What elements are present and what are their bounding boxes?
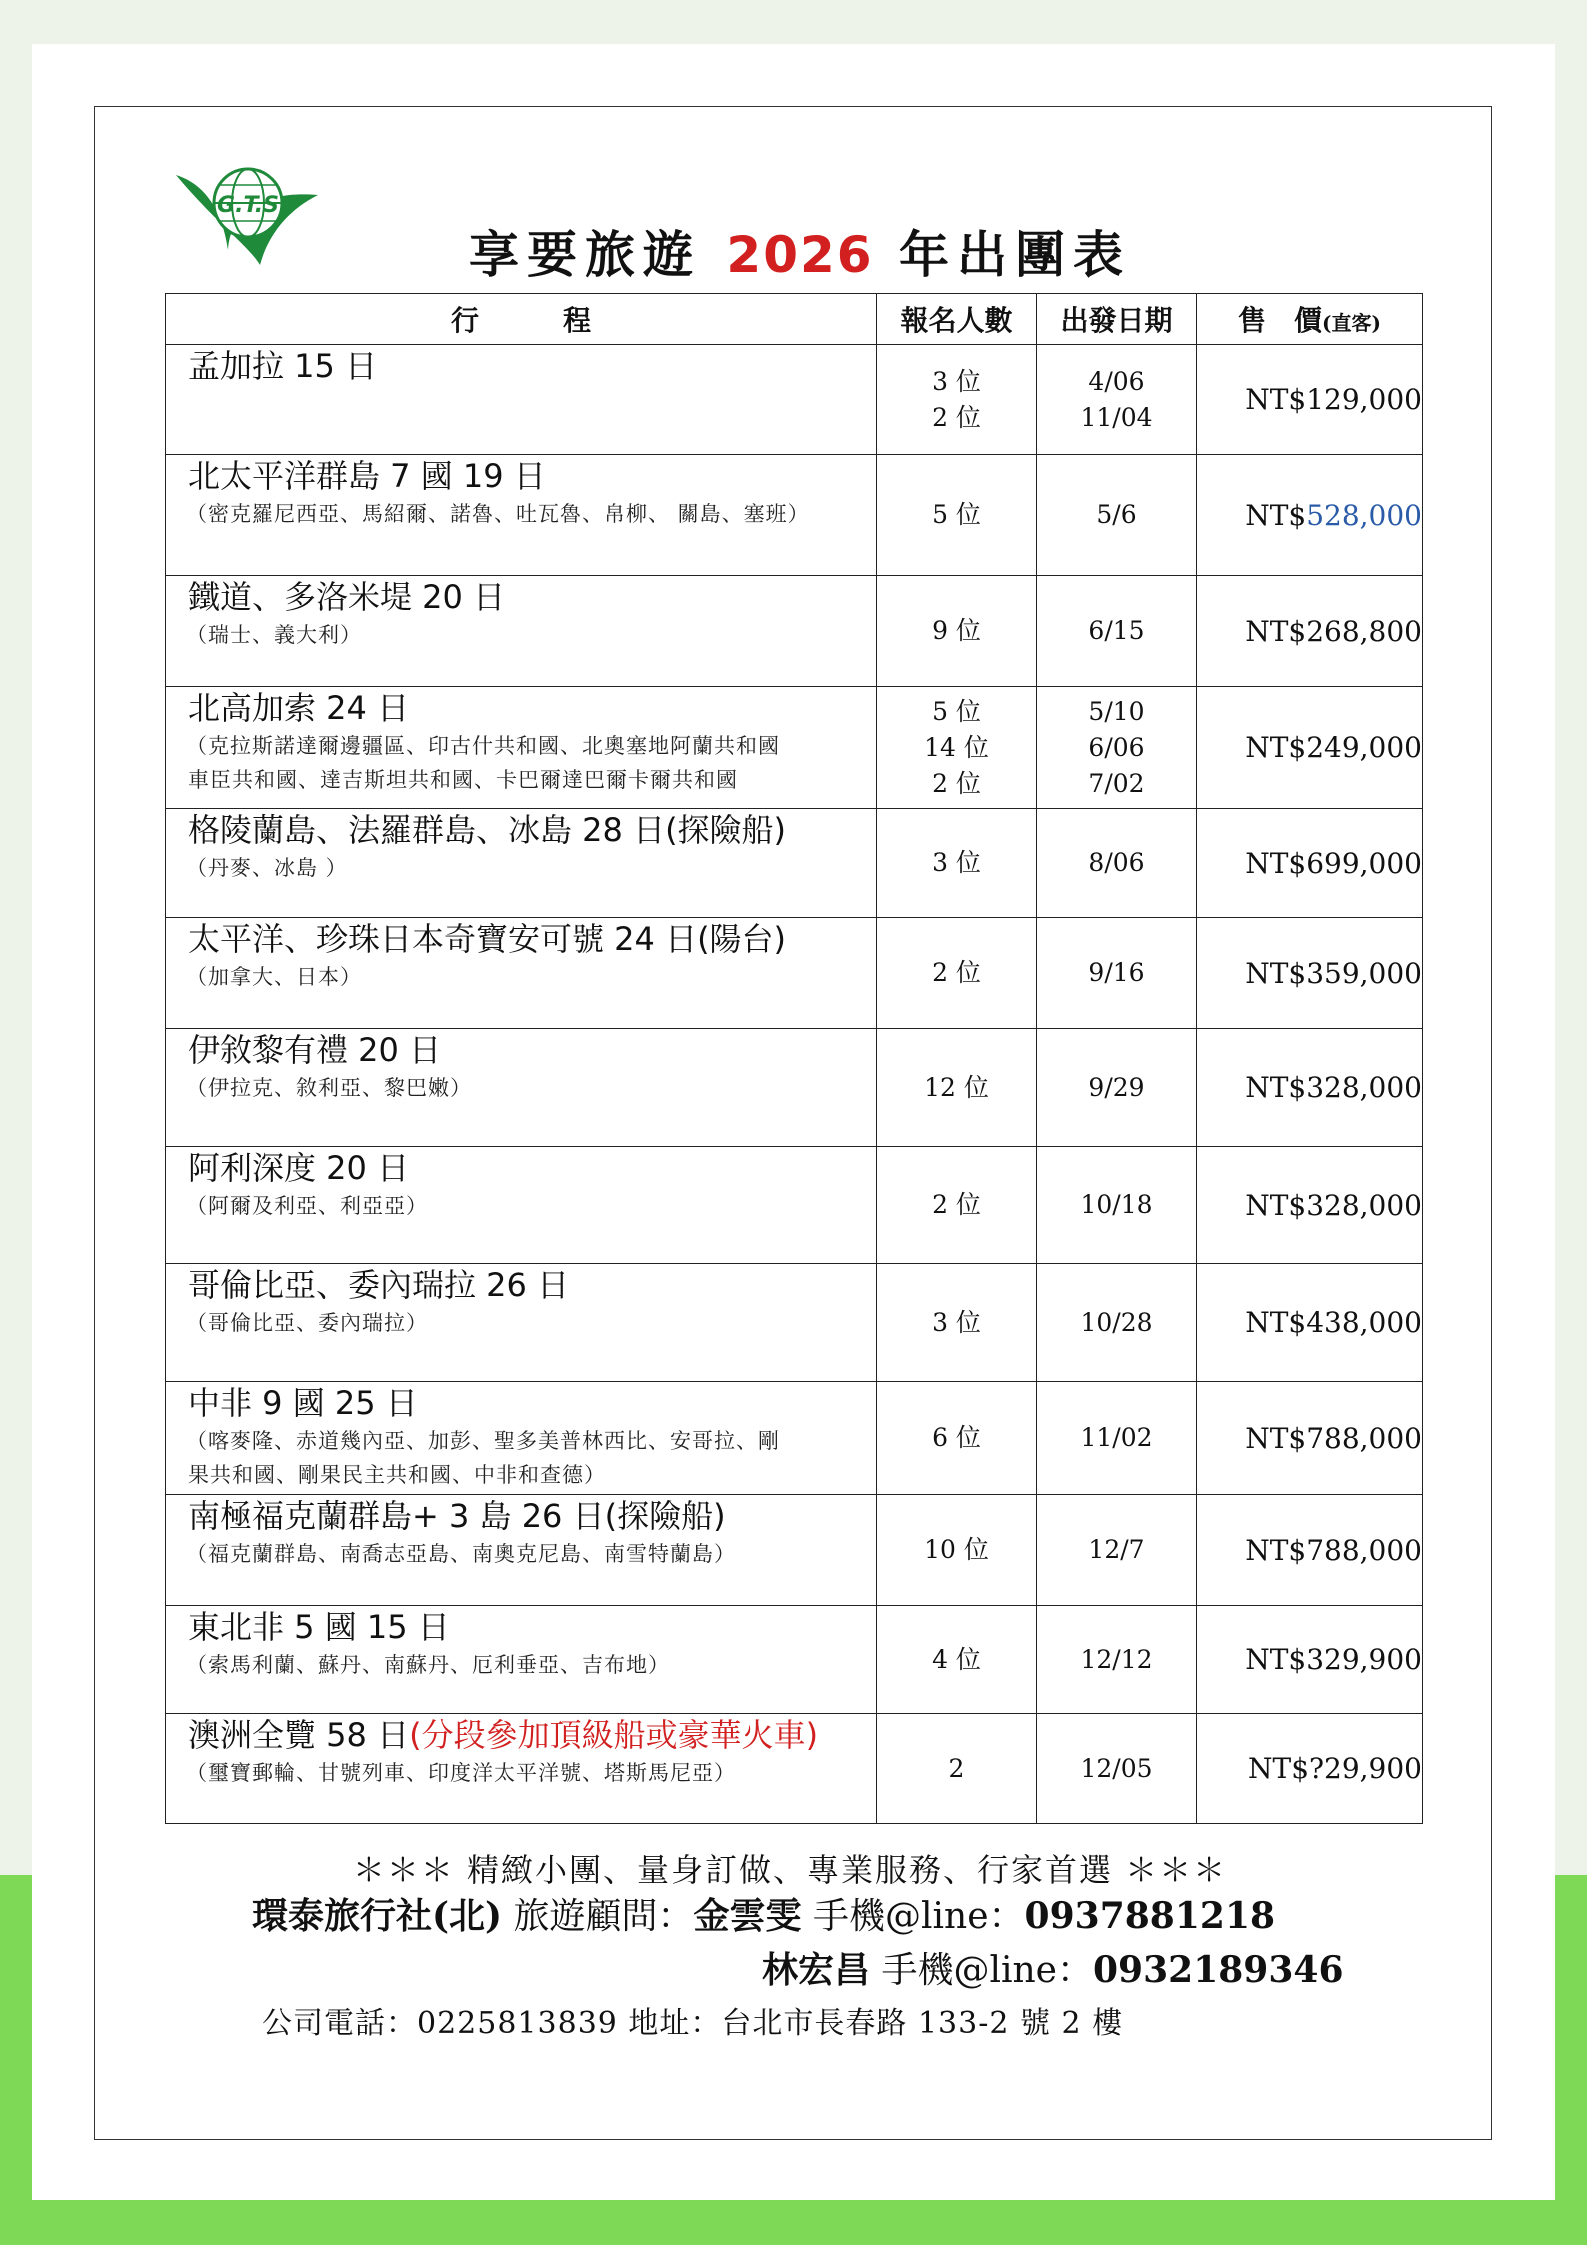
trip-cell — [166, 1029, 877, 1147]
price-cell: NT$268,800 — [1197, 576, 1423, 687]
trip-name: 阿利深度 20 日 — [188, 1149, 410, 1187]
price-cell: NT$788,000 — [1197, 1382, 1423, 1495]
header-price: 售 價(直客) — [1197, 294, 1423, 345]
tour-schedule-table — [165, 293, 1423, 1824]
consultant-2-name: 林宏昌 — [762, 1949, 871, 1991]
footer-slogan: ＊＊＊ 精緻小團、量身訂做、專業服務、行家首選 ＊＊＊ — [352, 1851, 1228, 1889]
price-cell: NT$699,000 — [1197, 809, 1423, 918]
seat-count: 2 位 — [932, 958, 981, 987]
price-cell: NT$329,900 — [1197, 1606, 1423, 1714]
trip-countries: （丹麥、冰島 ） — [186, 856, 348, 880]
consultant-1-phone: 0937881218 — [1024, 1895, 1276, 1937]
trip-cell — [166, 1714, 877, 1824]
table-header-row — [166, 294, 1423, 345]
seat-count: 3 位 — [932, 1307, 981, 1337]
departure-date: 12/7 — [1088, 1535, 1145, 1564]
trip-countries: （福克蘭群島、南喬志亞島、南奧克尼島、南雪特蘭島） — [186, 1542, 736, 1566]
price-cell: NT$438,000 — [1197, 1264, 1423, 1382]
seat-count: 4 位 — [932, 1644, 981, 1674]
price-value: 359,000 — [1306, 956, 1422, 990]
price-cell: NT$?29,900 — [1197, 1714, 1423, 1824]
seat-count: 2 位 — [932, 402, 981, 432]
departure-date: 11/04 — [1080, 402, 1153, 432]
dates-cell — [1037, 1495, 1197, 1606]
table-row — [166, 455, 1423, 576]
trip-cell — [166, 1382, 877, 1495]
dates-cell — [1037, 1147, 1197, 1264]
trip-cell — [166, 1495, 877, 1606]
trip-name: 孟加拉 15 日 — [188, 347, 378, 385]
dates-cell — [1037, 1606, 1197, 1714]
trip-cell — [166, 1606, 877, 1714]
price-cell: NT$359,000 — [1197, 918, 1423, 1029]
company-address: 公司電話：0225813839 地址：台北市長春路 133-2 號 2 樓 — [262, 2006, 1124, 2041]
seat-count: 5 位 — [932, 500, 981, 529]
trip-countries: （喀麥隆、赤道幾內亞、加彭、聖多美普林西比、安哥拉、剛 — [186, 1429, 780, 1453]
trip-name: 北高加索 24 日 — [188, 689, 410, 727]
seats-cell — [877, 1382, 1037, 1495]
dates-cell — [1037, 1029, 1197, 1147]
trip-name: 伊敘黎有禮 20 日 — [188, 1031, 442, 1069]
trip-countries: （密克羅尼西亞、馬紹爾、諾魯、吐瓦魯、帛柳、 關島、塞班） — [186, 502, 810, 526]
price-value: 528,000 — [1306, 498, 1422, 532]
seat-count: 3 位 — [932, 366, 981, 396]
departure-date: 5/6 — [1096, 500, 1137, 529]
dates-cell — [1037, 1714, 1197, 1824]
trip-cell — [166, 1264, 877, 1382]
price-value: 328,000 — [1306, 1071, 1422, 1104]
trip-note: (分段參加頂級船或豪華火車) — [409, 1716, 819, 1754]
seats-cell — [877, 1714, 1037, 1824]
departure-date: 12/05 — [1080, 1753, 1153, 1783]
trip-cell — [166, 1147, 877, 1264]
company-logo — [168, 155, 323, 267]
dates-cell — [1037, 1382, 1197, 1495]
trip-cell — [166, 345, 877, 455]
price-cell: NT$328,000 — [1197, 1147, 1423, 1264]
dates-cell — [1037, 687, 1197, 809]
seats-cell — [877, 687, 1037, 809]
seat-count: 14 位 — [924, 732, 989, 762]
table-row — [166, 1606, 1423, 1714]
seat-count: 9 位 — [932, 616, 981, 645]
price-value: 268,800 — [1306, 614, 1422, 648]
departure-date: 4/06 — [1088, 366, 1145, 396]
dates-cell — [1037, 809, 1197, 918]
trip-cell — [166, 455, 877, 576]
departure-date: 6/15 — [1088, 616, 1145, 645]
trip-cell — [166, 576, 877, 687]
price-value: 788,000 — [1306, 1421, 1422, 1455]
table-row — [166, 345, 1423, 455]
agency-name: 環泰旅行社(北) — [252, 1895, 503, 1937]
price-cell: NT$788,000 — [1197, 1495, 1423, 1606]
departure-date: 10/28 — [1080, 1307, 1153, 1337]
trip-cell — [166, 918, 877, 1029]
departure-date: 7/02 — [1088, 768, 1145, 798]
price-value: ?29,900 — [1309, 1752, 1422, 1785]
seats-cell — [877, 1264, 1037, 1382]
price-value: 699,000 — [1306, 846, 1422, 880]
table-row — [166, 809, 1423, 918]
dates-cell — [1037, 345, 1197, 455]
trip-name: 南極福克蘭群島+ 3 島 26 日(探險船) — [188, 1497, 726, 1535]
trip-countries: 果共和國、剛果民主共和國、中非和查德） — [188, 1463, 606, 1487]
price-cell: NT$528,000 — [1197, 455, 1423, 576]
page-title: 享要旅遊 2026 年出團表 — [468, 225, 1131, 284]
seats-cell — [877, 1147, 1037, 1264]
trip-countries: （加拿大、日本） — [186, 965, 362, 989]
trip-countries: 車臣共和國、達吉斯坦共和國、卡巴爾達巴爾卡爾共和國 — [188, 768, 738, 792]
seats-cell — [877, 1029, 1037, 1147]
departure-date: 10/18 — [1080, 1190, 1153, 1219]
trip-name: 北太平洋群島 7 國 19 日 — [188, 457, 546, 495]
seats-cell — [877, 918, 1037, 1029]
seat-count: 3 位 — [932, 848, 981, 877]
price-cell: NT$328,000 — [1197, 1029, 1423, 1147]
seats-cell — [877, 345, 1037, 455]
table-row — [166, 1495, 1423, 1606]
departure-date: 5/10 — [1088, 696, 1145, 726]
title-year: 2026 — [726, 226, 874, 284]
svg-text:G.T.S: G.T.S — [217, 193, 279, 218]
seats-cell — [877, 1606, 1037, 1714]
seats-cell — [877, 576, 1037, 687]
table-row — [166, 1382, 1423, 1495]
dates-cell — [1037, 455, 1197, 576]
price-value: 329,900 — [1306, 1643, 1422, 1676]
price-value: 249,000 — [1306, 731, 1422, 764]
seat-count: 12 位 — [924, 1072, 989, 1102]
seat-count: 2 位 — [932, 768, 981, 798]
table-row — [166, 1147, 1423, 1264]
price-cell: NT$129,000 — [1197, 345, 1423, 455]
trip-countries: （璽寶郵輪、甘號列車、印度洋太平洋號、塔斯馬尼亞） — [186, 1761, 736, 1785]
seats-cell — [877, 455, 1037, 576]
seats-cell — [877, 1495, 1037, 1606]
price-value: 328,000 — [1306, 1188, 1422, 1222]
table-row — [166, 1714, 1423, 1824]
trip-name: 東北非 5 國 15 日 — [188, 1608, 450, 1646]
header-seats: 報名人數 — [877, 294, 1037, 345]
dates-cell — [1037, 576, 1197, 687]
trip-name: 格陵蘭島、法羅群島、冰島 28 日(探險船) — [188, 811, 787, 849]
seats-cell — [877, 809, 1037, 918]
departure-date: 9/29 — [1088, 1072, 1145, 1102]
trip-cell — [166, 687, 877, 809]
departure-date: 8/06 — [1088, 848, 1145, 877]
departure-date: 9/16 — [1088, 958, 1145, 987]
departure-date: 11/02 — [1080, 1423, 1153, 1452]
trip-cell — [166, 809, 877, 918]
consultant-1-name: 金雲雯 — [693, 1895, 802, 1937]
dates-cell — [1037, 1264, 1197, 1382]
trip-name: 太平洋、珍珠日本奇寶安可號 24 日(陽台) — [188, 920, 787, 958]
consultant-2-phone: 0932189346 — [1093, 1949, 1344, 1991]
seat-count: 2 位 — [932, 1190, 981, 1219]
header-trip: 行 程 — [166, 294, 877, 345]
seat-count: 6 位 — [932, 1423, 981, 1452]
trip-name: 澳洲全覽 58 日(分段參加頂級船或豪華火車) — [188, 1716, 819, 1754]
seat-count: 2 — [948, 1753, 965, 1783]
price-cell: NT$249,000 — [1197, 687, 1423, 809]
table-row — [166, 1264, 1423, 1382]
seat-count: 5 位 — [932, 696, 981, 726]
trip-countries: （阿爾及利亞、利亞亞） — [186, 1194, 428, 1218]
price-value: 438,000 — [1306, 1306, 1422, 1339]
price-value: 788,000 — [1306, 1533, 1422, 1567]
seat-count: 10 位 — [924, 1535, 989, 1564]
trip-name: 中非 9 國 25 日 — [188, 1384, 418, 1422]
trip-name: 鐵道、多洛米堤 20 日 — [188, 578, 506, 616]
trip-countries: （伊拉克、敘利亞、黎巴嫩） — [186, 1076, 472, 1100]
footer-contact-1: 環泰旅行社(北) 旅遊顧問：金雲雯 手機@line：0937881218 — [252, 1895, 1276, 1937]
trip-countries: （克拉斯諾達爾邊疆區、印古什共和國、北奧塞地阿蘭共和國 — [186, 734, 780, 758]
trip-countries: （瑞士、義大利） — [186, 623, 362, 647]
table-row — [166, 576, 1423, 687]
price-value: 129,000 — [1306, 383, 1422, 416]
trip-countries: （哥倫比亞、委內瑞拉） — [186, 1311, 428, 1335]
table-row — [166, 918, 1423, 1029]
dates-cell — [1037, 918, 1197, 1029]
header-date: 出發日期 — [1037, 294, 1197, 345]
footer-contact-2: 林宏昌 手機@line：0932189346 — [762, 1949, 1344, 1991]
departure-date: 12/12 — [1080, 1644, 1153, 1674]
departure-date: 6/06 — [1088, 732, 1145, 762]
table-row — [166, 1029, 1423, 1147]
trip-countries: （索馬利蘭、蘇丹、南蘇丹、厄利垂亞、吉布地） — [186, 1653, 670, 1677]
table-row — [166, 687, 1423, 809]
trip-name: 哥倫比亞、委內瑞拉 26 日 — [188, 1266, 570, 1304]
